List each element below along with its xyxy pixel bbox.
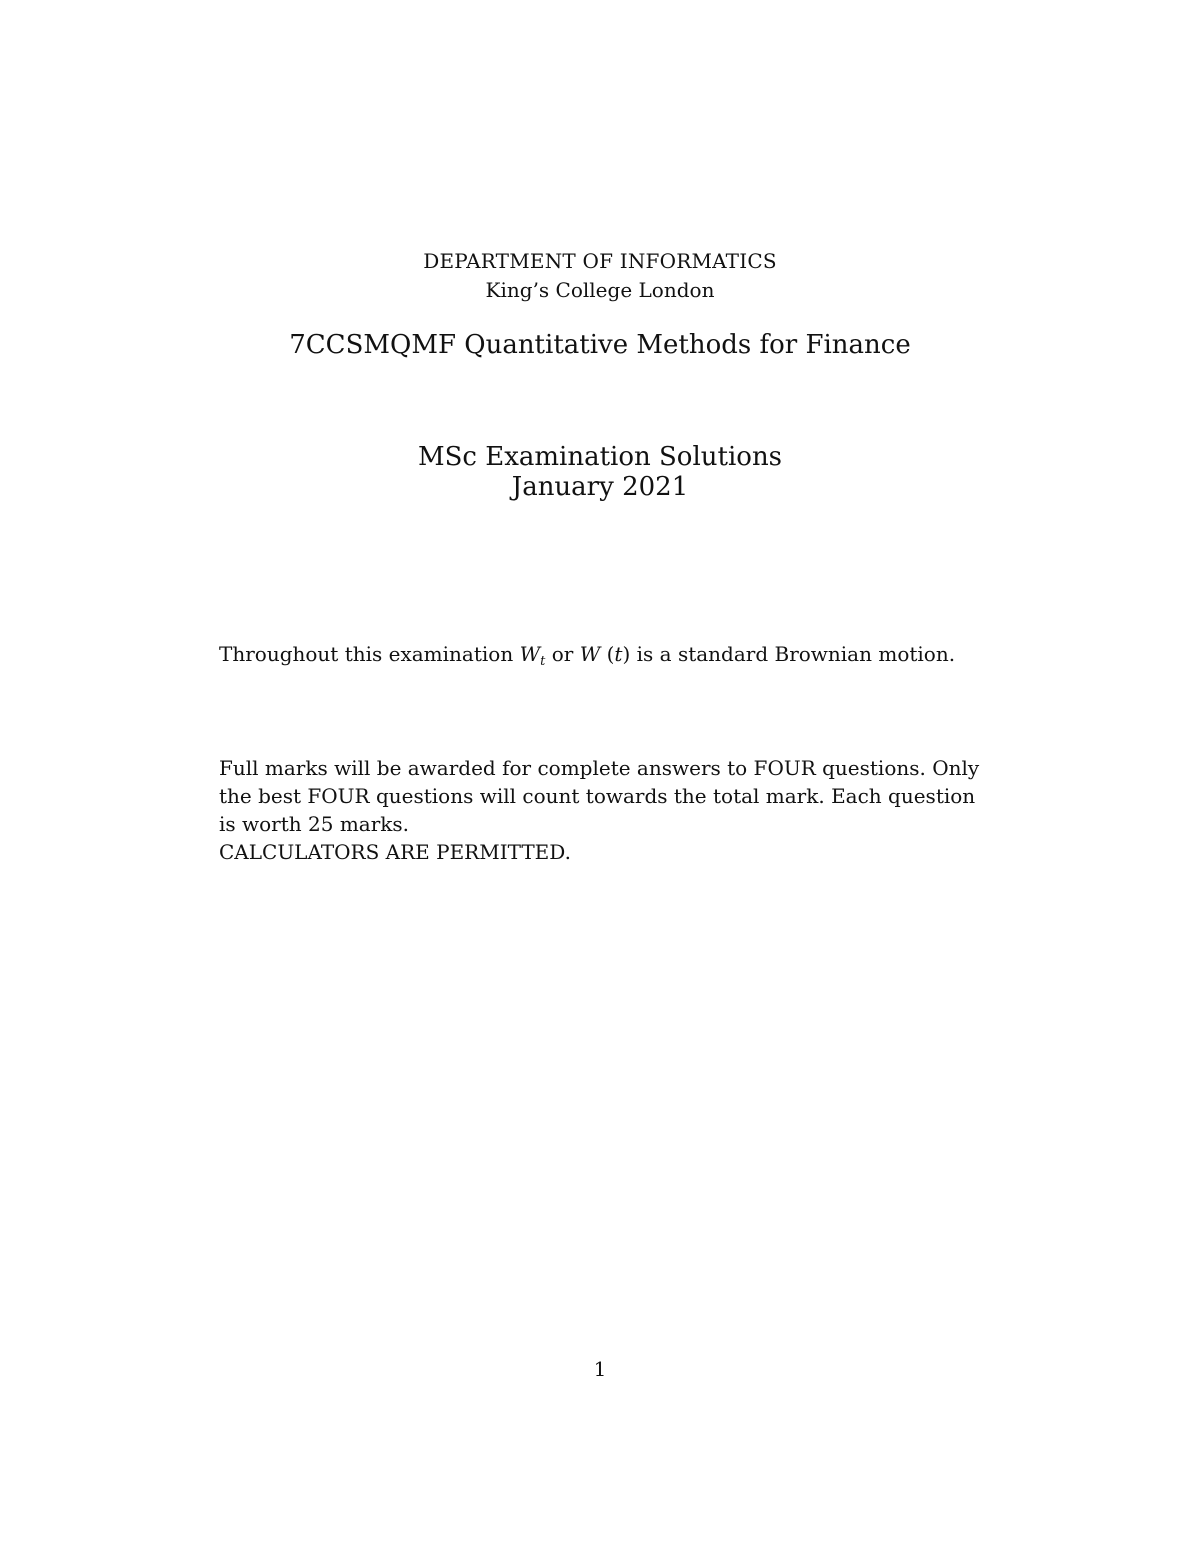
exam-rules <box>219 754 984 866</box>
intro-statement <box>219 642 956 669</box>
college-name: King’s College London <box>485 278 715 302</box>
intro-connector: or <box>545 642 580 666</box>
math-w-function: W <box>579 642 601 666</box>
rules-line: Full marks will be awarded for complete answers to FOUR questions. Only <box>219 756 980 780</box>
department-heading: DEPARTMENT OF INFORMATICS <box>423 249 777 273</box>
math-paren-open: ( <box>600 642 615 666</box>
intro-prefix: Throughout this examination <box>219 642 520 666</box>
math-subscript-t: t <box>540 654 546 669</box>
math-paren-close: ) <box>622 642 631 666</box>
rules-line: is worth 25 marks. <box>219 812 410 836</box>
calculators-notice: CALCULATORS ARE PERMITTED. <box>219 840 571 864</box>
intro-suffix: is a standard Brownian motion. <box>630 642 956 666</box>
course-title: 7CCSMQMF Quantitative Methods for Finance <box>289 330 911 360</box>
math-arg-t: t <box>614 642 623 666</box>
math-w: W <box>519 642 541 666</box>
exam-date: January 2021 <box>511 472 689 502</box>
exam-type: MSc Examination Solutions <box>417 442 783 472</box>
rules-line: the best FOUR questions will count towards the total mark. Each question <box>219 784 976 808</box>
page-number: 1 <box>593 1357 607 1381</box>
